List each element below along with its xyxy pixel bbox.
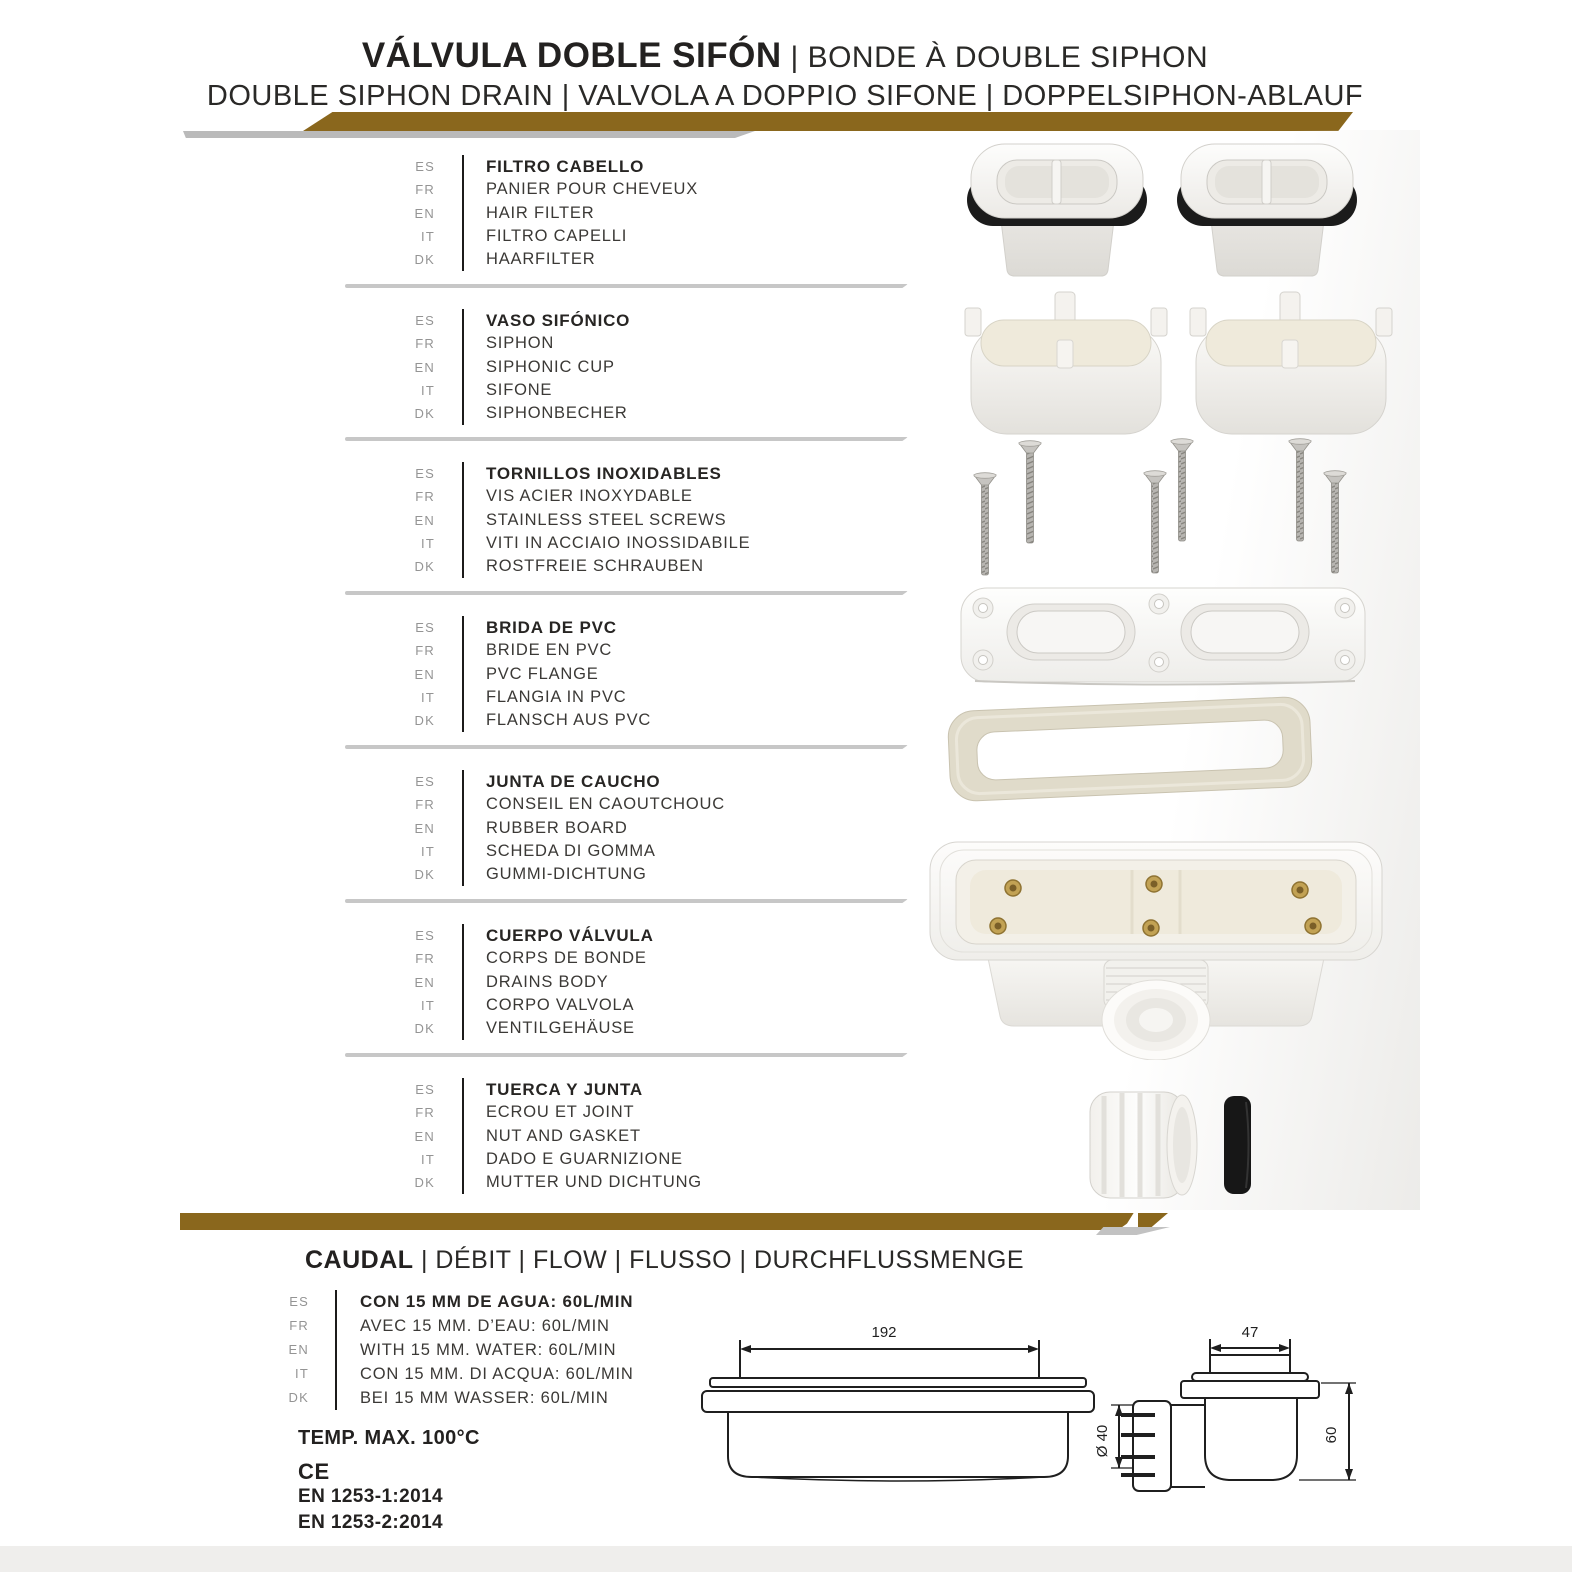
section-separator <box>345 437 908 441</box>
part-labels <box>462 309 630 425</box>
part-label: SIPHONIC CUP <box>486 357 615 376</box>
lang-code-es: ES <box>415 1082 435 1097</box>
lang-code-es: ES <box>415 928 435 943</box>
lang-code-it: IT <box>421 535 435 551</box>
part-label: NUT AND GASKET <box>486 1126 641 1145</box>
lang-code-fr: FR <box>415 182 435 198</box>
part-label: SIFONE <box>486 380 553 399</box>
part-label: MUTTER UND DICHTUNG <box>486 1173 702 1192</box>
part-section-nut-gasket <box>310 1078 702 1194</box>
flow-spec-block <box>240 1290 634 1410</box>
lang-code-dk: DK <box>414 867 435 883</box>
part-label: RUBBER BOARD <box>486 818 628 837</box>
part-label: DADO E GUARNIZIONE <box>486 1149 683 1168</box>
part-label: CONSEIL EN CAOUTCHOUC <box>486 795 725 814</box>
gray-ribbon-shadow-top <box>183 131 755 138</box>
part-label: FLANGIA IN PVC <box>486 687 627 706</box>
part-section-screws <box>310 462 750 578</box>
section-separator <box>345 745 908 749</box>
lang-codes <box>310 309 448 425</box>
nut-and-gasket-photo <box>1078 1082 1268 1207</box>
dim-height-label: 60 <box>1323 1426 1340 1444</box>
gold-ribbon-bottom <box>180 1213 1142 1230</box>
gray-ribbon-shadow-bottom <box>1096 1227 1170 1235</box>
lang-code-en: EN <box>414 205 435 221</box>
part-label: TORNILLOS INOXIDABLES <box>486 464 722 483</box>
part-label: HAIR FILTER <box>486 203 595 222</box>
flow-heading <box>305 1246 1024 1275</box>
screw <box>1144 471 1166 573</box>
rubber-gasket-photo <box>935 690 1325 808</box>
lang-code-es: ES <box>415 620 435 635</box>
lang-code-it: IT <box>295 1366 309 1381</box>
part-label: VASO SIFÓNICO <box>486 311 631 330</box>
title-secondary: | BONDE À DOUBLE SIPHON <box>781 41 1209 74</box>
lang-code-dk: DK <box>414 1175 435 1191</box>
lang-code-en: EN <box>288 1342 309 1357</box>
flow-label: BEI 15 MM WASSER: 60L/MIN <box>360 1389 609 1407</box>
lang-code-dk: DK <box>414 1021 435 1037</box>
ce-mark: CE <box>298 1459 330 1484</box>
part-label: FILTRO CAPELLI <box>486 226 628 245</box>
lang-code-fr: FR <box>415 336 435 352</box>
part-label: VENTILGEHÄUSE <box>486 1019 635 1038</box>
lang-codes <box>310 1078 448 1194</box>
siphonic-cup-photo <box>945 288 1405 438</box>
part-section-pvc-flange <box>310 616 651 732</box>
part-label: GUMMI-DICHTUNG <box>486 865 647 884</box>
lang-code-it: IT <box>421 382 435 398</box>
lang-code-fr: FR <box>415 797 435 813</box>
lang-code-it: IT <box>421 228 435 244</box>
gold-ribbon-top <box>303 112 1353 131</box>
lang-code-es: ES <box>289 1294 309 1309</box>
flow-label: CON 15 MM. DI ACQUA: 60L/MIN <box>360 1365 634 1383</box>
part-label: FLANSCH AUS PVC <box>486 711 652 730</box>
part-label: BRIDA DE PVC <box>486 618 617 637</box>
part-label: TUERCA Y JUNTA <box>486 1080 643 1099</box>
lang-code-fr: FR <box>289 1318 309 1333</box>
lang-code-it: IT <box>421 689 435 705</box>
flow-heading-primary: CAUDAL <box>305 1246 414 1274</box>
lang-code-en: EN <box>414 666 435 682</box>
siphonic-cup-left <box>965 292 1167 434</box>
part-label: SCHEDA DI GOMMA <box>486 841 656 860</box>
lang-code-it: IT <box>421 1151 435 1167</box>
part-label: PANIER POUR CHEVEUX <box>486 180 699 199</box>
hair-filter-right <box>1177 144 1357 276</box>
page-subtitle: DOUBLE SIPHON DRAIN | VALVOLA A DOPPIO SIFONE | DOPPELSIPHON-ABLAUF <box>206 80 1364 112</box>
hair-filter-photo <box>940 132 1410 280</box>
part-label: VITI IN ACCIAIO INOSSIDABILE <box>486 533 751 552</box>
hair-filter-left <box>967 144 1147 276</box>
lang-codes <box>310 924 448 1040</box>
section-separator <box>345 284 908 288</box>
section-separator <box>345 591 908 595</box>
temp-max: TEMP. MAX. 100°C <box>298 1427 480 1449</box>
lang-code-fr: FR <box>415 951 435 967</box>
part-section-siphonic-cup <box>310 309 630 425</box>
page-title <box>140 36 1430 76</box>
part-label: CORPS DE BONDE <box>486 949 647 968</box>
section-view-drawing <box>1093 1283 1365 1531</box>
flow-label: AVEC 15 MM. D’EAU: 60L/MIN <box>360 1317 610 1335</box>
flow-labels <box>335 1290 634 1410</box>
part-label: JUNTA DE CAUCHO <box>486 772 661 791</box>
standard-en1253-1: EN 1253-1:2014 <box>298 1486 444 1507</box>
part-section-drain-body <box>310 924 654 1040</box>
dim-cup-width-label: 47 <box>1241 1324 1259 1341</box>
part-label: HAARFILTER <box>486 250 596 269</box>
part-labels <box>462 924 654 1040</box>
part-label: DRAINS BODY <box>486 972 609 991</box>
part-section-rubber-gasket <box>310 770 725 886</box>
part-label: CUERPO VÁLVULA <box>486 926 654 945</box>
lang-code-it: IT <box>421 843 435 859</box>
screw <box>974 473 996 575</box>
siphonic-cup-right <box>1190 292 1392 434</box>
lang-code-en: EN <box>414 359 435 375</box>
flow-label: CON 15 MM DE AGUA: 60L/MIN <box>360 1292 634 1311</box>
lang-code-en: EN <box>414 512 435 528</box>
lang-code-en: EN <box>414 1128 435 1144</box>
nut <box>1090 1092 1197 1198</box>
gasket <box>1224 1096 1251 1194</box>
page-bottom-strip <box>0 1546 1572 1572</box>
lang-code-dk: DK <box>414 559 435 575</box>
part-label: ECROU ET JOINT <box>486 1103 635 1122</box>
part-label: FILTRO CABELLO <box>486 157 645 176</box>
dim-width-label: 192 <box>871 1324 897 1341</box>
lang-code-fr: FR <box>415 643 435 659</box>
screw <box>1324 471 1346 573</box>
flow-heading-secondary: | DÉBIT | FLOW | FLUSSO | DURCHFLUSSMENGE <box>413 1246 1025 1274</box>
part-labels <box>462 1078 702 1194</box>
lang-code-es: ES <box>415 466 435 481</box>
lang-code-dk: DK <box>288 1390 309 1405</box>
part-label: VIS ACIER INOXYDABLE <box>486 487 693 506</box>
title-primary: VÁLVULA DOBLE SIFÓN <box>361 36 782 75</box>
part-labels <box>462 616 651 732</box>
screw <box>1171 439 1193 541</box>
pvc-flange-photo <box>955 578 1375 696</box>
part-label: PVC FLANGE <box>486 664 599 683</box>
part-section-hair-filter <box>310 155 698 271</box>
section-separator <box>345 1053 908 1057</box>
dim-pipe-diameter-label: Ø 40 <box>1094 1424 1111 1458</box>
part-labels <box>462 770 725 886</box>
part-labels <box>462 462 750 578</box>
lang-codes <box>310 462 448 578</box>
lang-code-dk: DK <box>414 406 435 422</box>
lang-code-fr: FR <box>415 1105 435 1121</box>
lang-codes <box>240 1290 322 1410</box>
stainless-screws-photo <box>950 430 1400 582</box>
section-separator <box>345 899 908 903</box>
part-labels <box>462 155 698 271</box>
lang-code-fr: FR <box>415 489 435 505</box>
lang-code-en: EN <box>414 974 435 990</box>
lang-code-it: IT <box>421 997 435 1013</box>
screw <box>1019 441 1041 543</box>
lang-code-es: ES <box>415 313 435 328</box>
part-label: ROSTFREIE SCHRAUBEN <box>486 557 704 576</box>
screw <box>1289 439 1311 541</box>
lang-code-es: ES <box>415 774 435 789</box>
standard-en1253-2: EN 1253-2:2014 <box>298 1512 444 1533</box>
part-label: SIPHONBECHER <box>486 404 628 423</box>
flow-label: WITH 15 MM. WATER: 60L/MIN <box>360 1341 617 1359</box>
side-view-drawing <box>688 1316 1108 1508</box>
drain-body-photo <box>918 828 1398 1060</box>
lang-code-en: EN <box>414 820 435 836</box>
part-label: STAINLESS STEEL SCREWS <box>486 510 727 529</box>
lang-code-dk: DK <box>414 713 435 729</box>
part-label: BRIDE EN PVC <box>486 641 613 660</box>
lang-codes <box>310 155 448 271</box>
lang-codes <box>310 616 448 732</box>
lang-code-es: ES <box>415 159 435 174</box>
part-label: SIPHON <box>486 334 555 353</box>
outlet-pipe <box>1102 960 1210 1060</box>
lang-codes <box>310 770 448 886</box>
lang-code-dk: DK <box>414 252 435 268</box>
part-label: CORPO VALVOLA <box>486 995 635 1014</box>
